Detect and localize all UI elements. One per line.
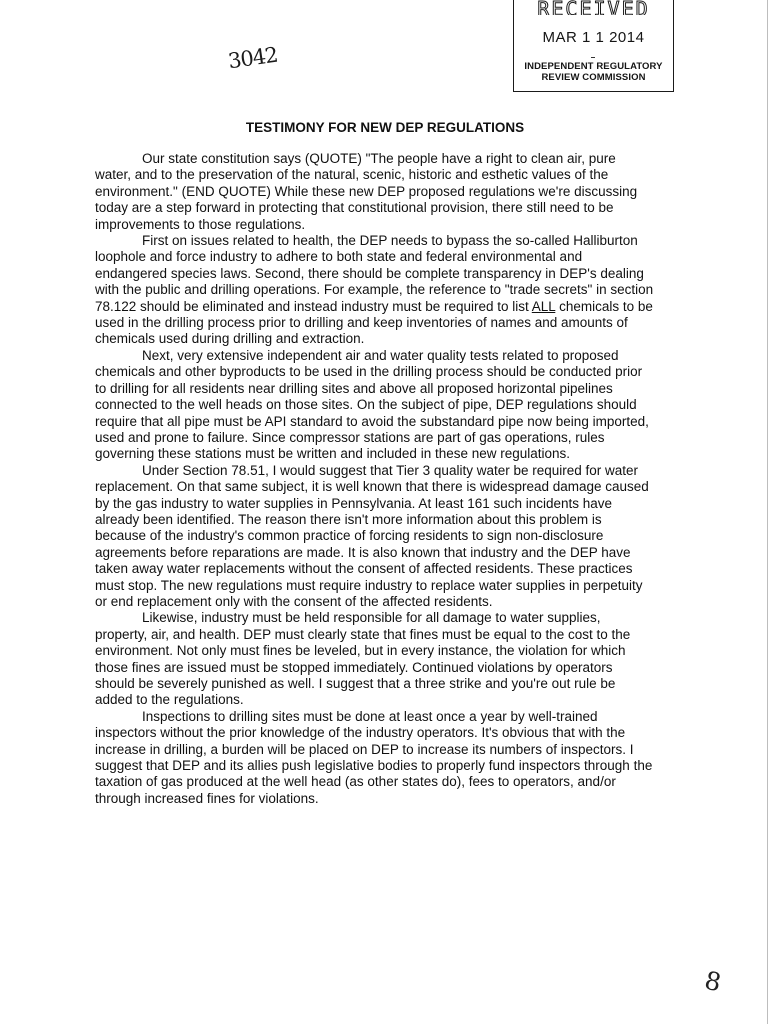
stamp-received-word: RECEIVED <box>537 0 650 15</box>
paragraph-2-text-after: chemicals to be used in the drilling process prior to drilling and keep inventories of names and amounts of chemicals used during drilling and extraction. <box>95 298 653 347</box>
paragraph-2-text-before: First on issues related to health, the DEP needs to bypass the so-called Halliburton loophole and force industry to adhere to both state and federal environmental and endangered species laws. Second, there should be complete transparency in DEP's dealing with the public and drilling operations. For example, the reference to "trade secrets" in section 78.122 should be eliminated and instead industry must be required to list <box>95 233 654 314</box>
stamp-org-line-2: REVIEW COMMISSION <box>541 72 646 83</box>
paragraph-1: Our state constitution says (QUOTE) "The people have a right to clean air, pure water, and to the preservation of the natural, scenic, historic and esthetic values of the environment." (END QUOTE) While these new DEP proposed regulations we're discussing today are a step forward in protecting that constitutional provision, there still need to be improvements to those regulations. <box>95 151 638 232</box>
received-stamp <box>513 0 674 92</box>
paragraph-2 <box>95 233 655 348</box>
stamp-org-line-1: INDEPENDENT REGULATORY <box>524 61 663 72</box>
document-title: TESTIMONY FOR NEW DEP REGULATIONS <box>245 120 525 135</box>
scan-edge-line <box>767 0 768 1024</box>
stamp-organization <box>514 61 673 83</box>
stamp-dash <box>591 57 595 58</box>
paragraph-6: Inspections to drilling sites must be done at least once a year by well-trained inspectors without the prior knowledge of the industry operators. It's obvious that with the increase in drilling, a burden will be placed on DEP to increase its numbers of inspectors. I suggest that DEP and its allies push legislative bodies to properly fund inspectors through the taxation of gas produced at the well head (as other states do), fees to operators, and/or through increased fines for violations. <box>95 708 653 806</box>
paragraph-5: Likewise, industry must be held responsible for all damage to water supplies, property, air, and health. DEP must clearly state that fines must be equal to the cost to the environment. Not only must fines be leveled, but in every instance, the violation for which those fines are issued must be stopped immediately. Continued violations by operators should be severely punished as well. I suggest that a three strike and you're out rule be added to the regulations. <box>95 610 631 708</box>
paragraph-2-emphasis: ALL <box>531 298 556 314</box>
stamp-date: MAR 1 1 2014 <box>542 29 645 46</box>
paragraph-4: Under Section 78.51, I would suggest that Tier 3 quality water be required for water replacement. On that same subject, it is well known that there is widespread damage caused by the gas industry to water supplies in Pennsylvania. At least 161 such incidents have already been identified. The reason there isn't more information about this problem is because of the industry's common practice of forcing residents to sign non-disclosure agreements before reparations are made. It is also known that industry and the DEP have taken away water replacements without the consent of affected residents. These practices must stop. The new regulations must require industry to replace water supplies in perpetuity or end replacement only with the consent of the affected residents. <box>95 462 649 609</box>
page-number: 8 <box>702 965 724 998</box>
paragraph-3: Next, very extensive independent air and water quality tests related to proposed chemicals and other byproducts to be used in the drilling process should be conducted prior to drilling for all residents near drilling sites and above all proposed horizontal pipelines connected to the well heads on those sites. On the subject of pipe, DEP regulations should require that all pipe must be API standard to avoid the substandard pipe now being imported, used and prone to failure. Since compressor stations are part of gas operations, rules governing these stations must be written and included in these new regulations. <box>95 347 649 462</box>
document-body <box>95 151 655 807</box>
handwritten-note: 3042 <box>226 42 279 74</box>
